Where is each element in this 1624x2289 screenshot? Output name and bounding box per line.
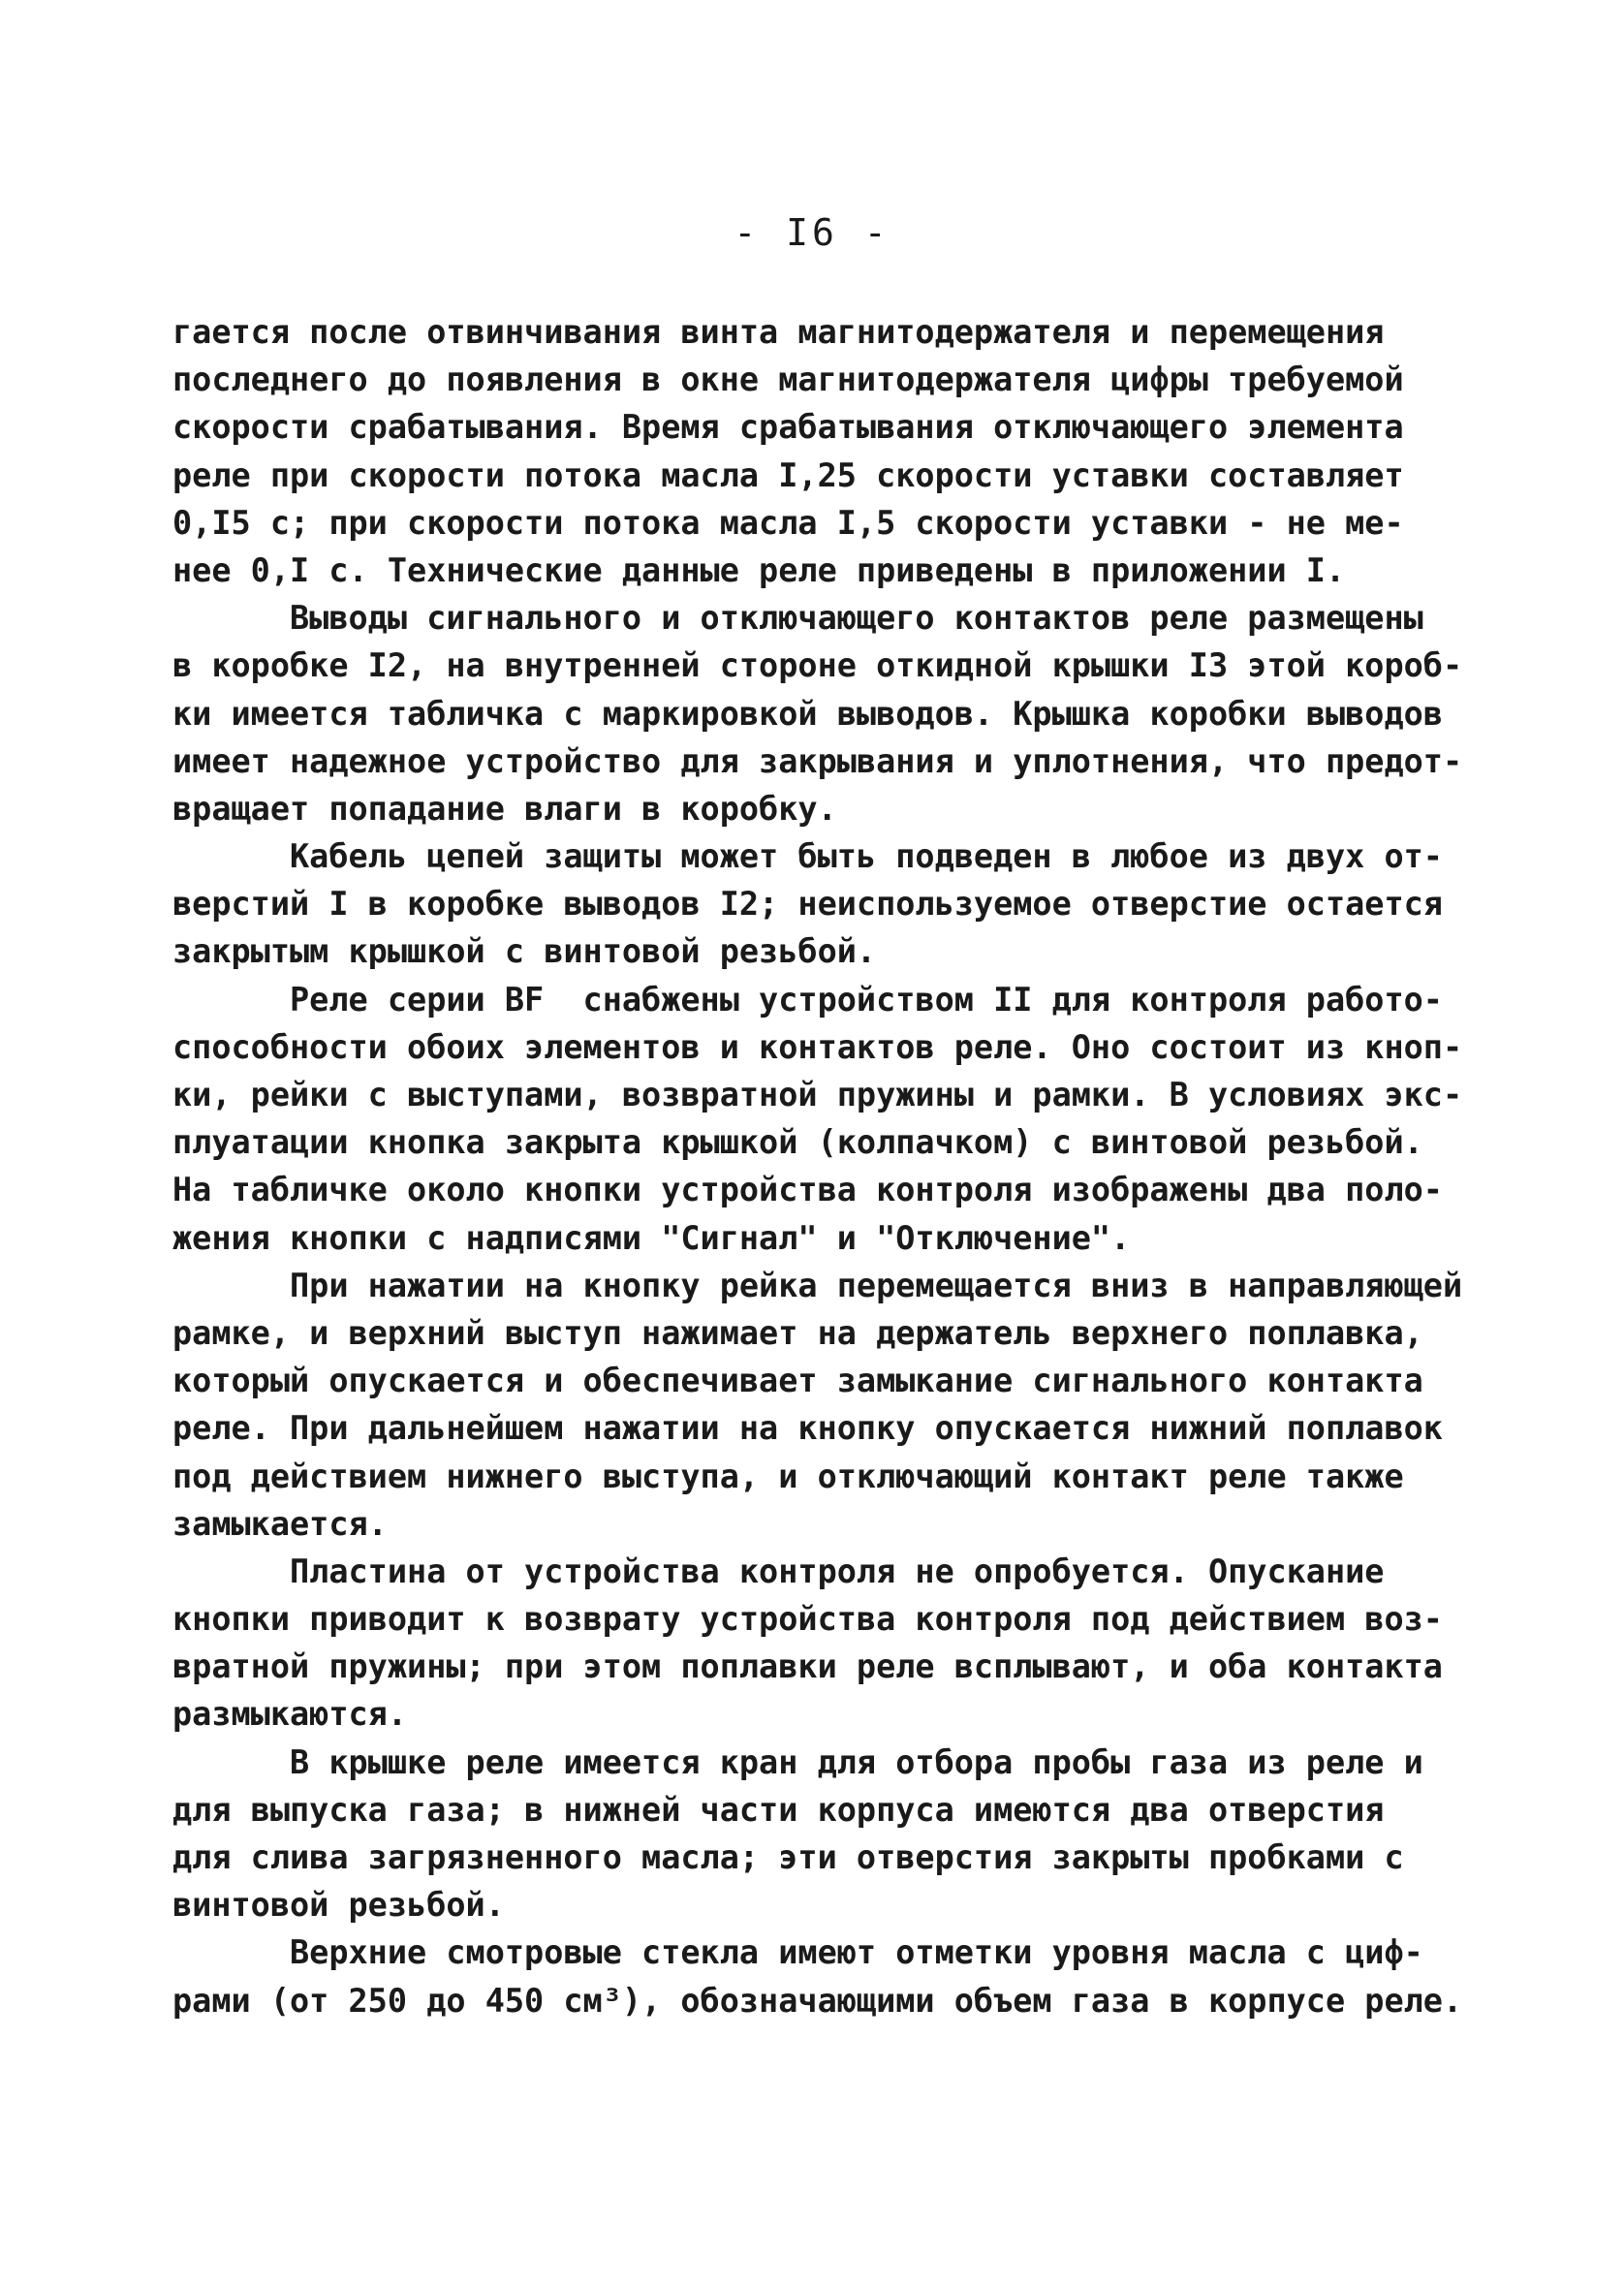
text-line: На табличке около кнопки устройства контроля изображены два поло-	[172, 1171, 1443, 1209]
text-line: замыкается.	[172, 1504, 388, 1543]
text-line: способности обоих элементов и контактов реле. Оно состоит из кноп-	[172, 1027, 1463, 1066]
text-line: который опускается и обеспечивает замыкание сигнального контакта	[172, 1362, 1423, 1400]
text-line: имеет надежное устройство для закрывания и уплотнения, что предот-	[172, 741, 1463, 780]
text-line: для выпуска газа; в нижней части корпуса имеются два отверстия	[172, 1790, 1385, 1829]
text-line: последнего до появления в окне магнитодержателя цифры требуемой	[172, 361, 1404, 399]
text-line: винтовой резьбой.	[172, 1886, 505, 1925]
text-line: рами (от 250 до 450 см³), обозначающими объем газа в корпусе реле.	[172, 1981, 1463, 2020]
text-line: 0,I5 с; при скорости потока масла I,5 скорости уставки - не ме-	[172, 503, 1404, 542]
paragraph-start-line: Выводы сигнального и отключающего контактов реле размещены	[172, 599, 1423, 638]
text-line: размыкаются.	[172, 1695, 408, 1734]
page-number: - I6 -	[734, 211, 890, 254]
text-line: закрытым крышкой с винтовой резьбой.	[172, 932, 877, 971]
paragraph-start-line: Пластина от устройства контроля не опробуется. Опускание	[172, 1552, 1385, 1590]
text-line: нее 0,I с. Технические данные реле приведены в приложении I.	[172, 550, 1346, 589]
paragraph-start-line: Кабель цепей защиты может быть подведен в любое из двух от-	[172, 837, 1443, 876]
text-line: жения кнопки с надписями "Сигнал" и "Отключение".	[172, 1218, 1131, 1257]
text-line: скорости срабатывания. Время срабатывания отключающего элемента	[172, 408, 1404, 447]
text-line: верстий I в коробке выводов I2; неиспользуемое отверстие остается	[172, 885, 1443, 924]
text-line: ки имеется табличка с маркировкой выводов. Крышка коробки выводов	[172, 694, 1443, 733]
text-line: гается после отвинчивания винта магнитодержателя и перемещения	[172, 313, 1385, 351]
text-line: ки, рейки с выступами, возвратной пружины и рамки. В условиях экс-	[172, 1076, 1463, 1113]
text-line: в коробке I2, на внутренней стороне откидной крышки I3 этой короб-	[172, 646, 1463, 685]
text-line: реле. При дальнейшем нажатии на кнопку опускается нижний поплавок	[172, 1409, 1443, 1448]
text-line: под действием нижнего выступа, и отключающий контакт реле также	[172, 1457, 1404, 1495]
paragraph-start-line: При нажатии на кнопку рейка перемещается вниз в направляющей	[172, 1266, 1463, 1304]
body-text	[172, 308, 1471, 2024]
text-line: реле при скорости потока масла I,25 скорости уставки составляет	[172, 455, 1404, 494]
text-line: кнопки приводит к возврату устройства контроля под действием воз-	[172, 1600, 1443, 1639]
text-line: вращает попадание влаги в коробку.	[172, 789, 837, 828]
paragraph-start-line: Верхние смотровые стекла имеют отметки уровня масла с циф-	[172, 1933, 1423, 1972]
paragraph-start-line: Реле серии BF снабжены устройством II для контроля работо-	[172, 980, 1443, 1019]
paragraph-start-line: В крышке реле имеется кран для отбора пробы газа из реле и	[172, 1742, 1423, 1781]
text-line: рамке, и верхний выступ нажимает на держатель верхнего поплавка,	[172, 1313, 1423, 1352]
text-line: вратной пружины; при этом поплавки реле всплывают, и оба контакта	[172, 1647, 1443, 1686]
text-line: плуатации кнопка закрыта крышкой (колпачком) с винтовой резьбой.	[172, 1123, 1423, 1162]
text-line: для слива загрязненного масла; эти отверстия закрыты пробками с	[172, 1838, 1404, 1876]
